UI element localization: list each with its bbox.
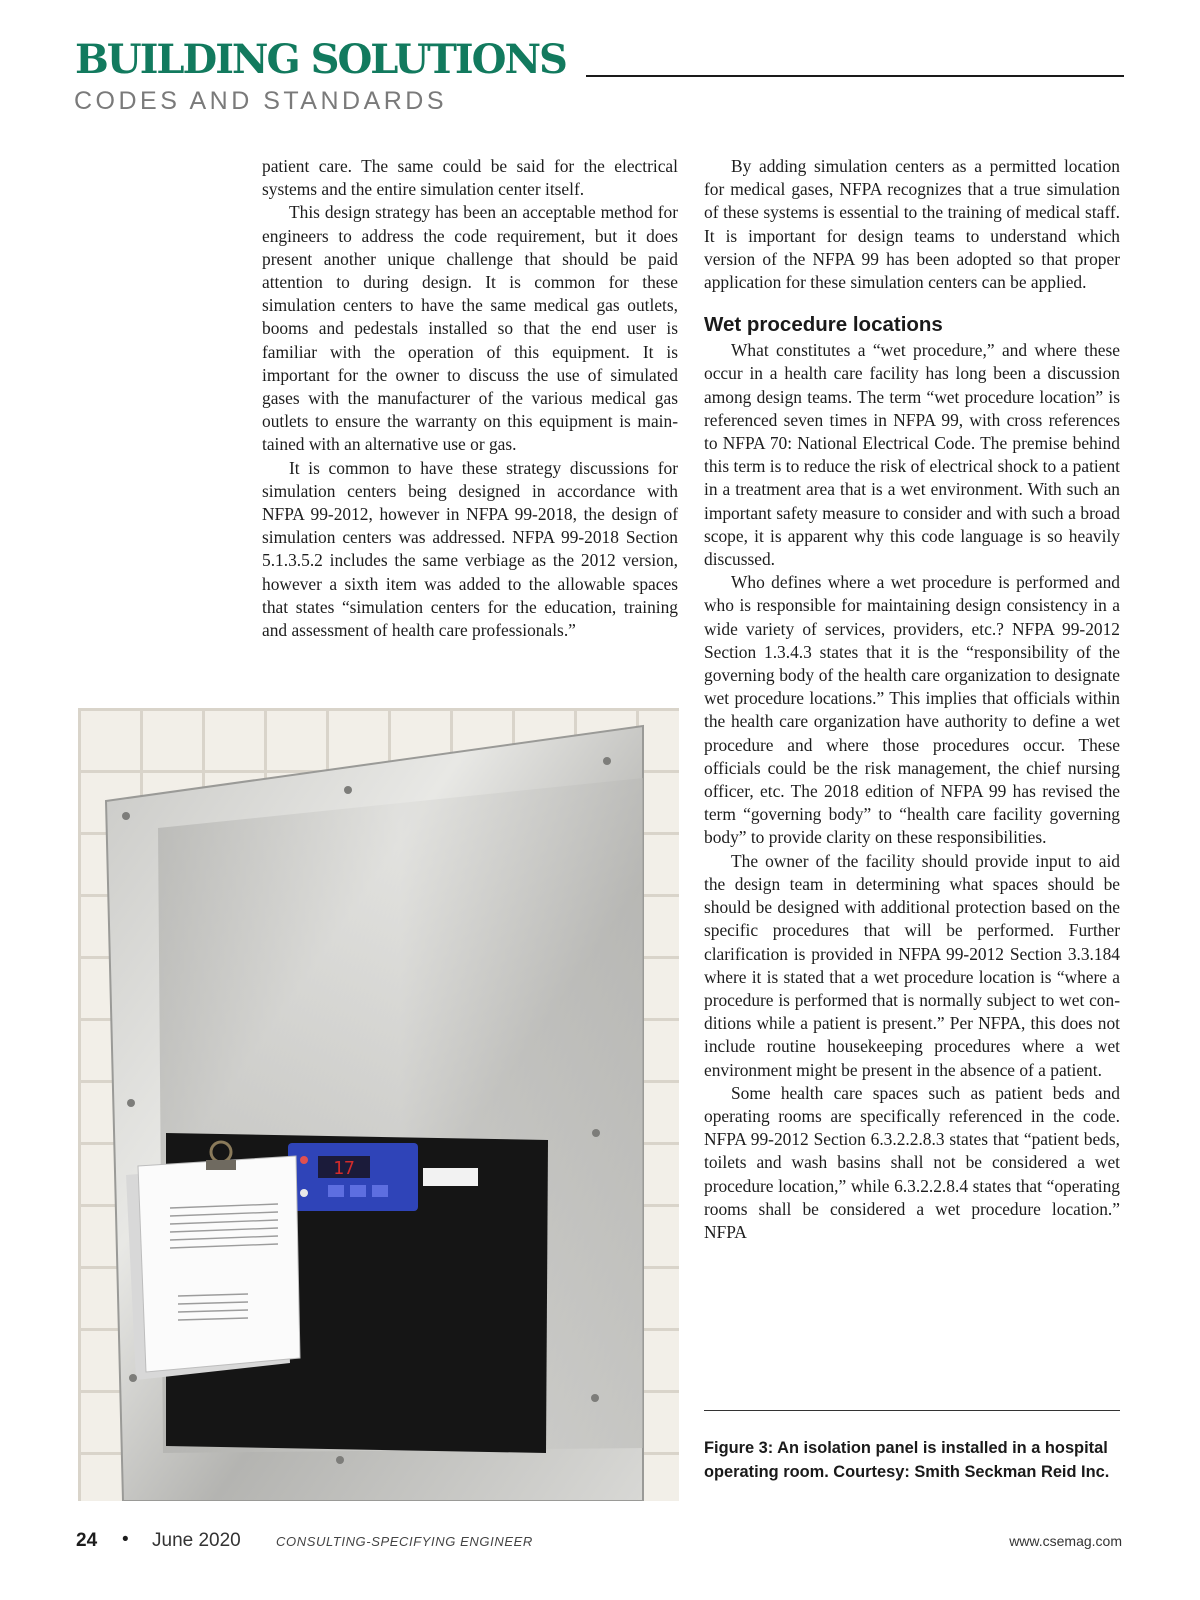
issue-date: June 2020	[152, 1530, 241, 1551]
website-url: www.csemag.com	[1009, 1533, 1122, 1549]
indicator-light	[300, 1156, 308, 1164]
body-paragraph: What constitutes a “wet procedure,” and where these occur in a health care facility has long been a discussion among design teams. The term “wet procedure location” is referenced seven times in NFPA 99, with cross references to NFPA 70: National Electrical Code. The premise behind this term is to reduce the risk of electrical shock to a patient in a treatment area that is a wet environment. With such an important safety measure to consider and with such a broad scope, it is apparent why this code language is so heavily discussed.	[704, 340, 1120, 570]
section-subtitle: CODES AND STANDARDS	[74, 87, 448, 115]
page-number: 24	[76, 1530, 98, 1551]
body-paragraph: The owner of the facility should provide input to aid the design team in determining what spaces should be should be designed with additional protection based on the specific procedures that will be performed. Further clarification is provided in NFPA 99-2012 Section 3.3.184 where it is stated that a wet procedure location is “where a procedure is performed that is normally subject to wet conditions while a patient is present.” Per NFPA, this does not include routine housekeeping procedures where a wet environment might be present in the absence of a patient.	[704, 850, 1120, 1080]
body-paragraph: This design strategy has been an acceptable method for engineers to address the code requirement, but it does present another unique challenge that should be paid attention to during design. It is common for these simulation centers to have the same medical gas outlets, booms and pedestals installed so that the end user is familiar with the operation of this equipment. It is important for the owner to discuss the use of simulated gases with the manufacturer of the various medical gas outlets to ensure the warranty on this equipment is maintained with an alternative use or gas.	[262, 202, 678, 455]
footer-bullet: •	[122, 1529, 129, 1550]
isolation-panel-photo	[78, 708, 679, 1501]
section-heading: Wet procedure locations	[704, 313, 943, 337]
monitor-button	[372, 1185, 388, 1197]
indicator-light	[300, 1189, 308, 1197]
magazine-name: CONSULTING-SPECIFYING ENGINEER	[276, 1534, 533, 1549]
document-sheets	[126, 1156, 300, 1380]
figure-caption: Figure 3: An isolation panel is installed in a hospital operating room. Courtesy: Smith Seckman Reid Inc.	[704, 1439, 1110, 1481]
body-paragraph: patient care. The same could be said for the electrical systems and the entire simulation center itself.	[262, 156, 678, 200]
article-column-right	[704, 155, 1120, 1244]
body-paragraph: It is common to have these strategy discussions for simulation centers being designed in accordance with NFPA 99-2012, however in NFPA 99-2018, the design of simulation centers was addressed. NFPA 99-2018 Section 5.1.3.5.2 includes the same verbiage as the 2012 version, however a sixth item was added to the allowable spaces that states “simulation centers for the education, training and assessment of health care professionals.”	[262, 457, 678, 641]
caption-rule	[704, 1410, 1120, 1411]
monitor-button	[350, 1185, 366, 1197]
body-paragraph: By adding simulation centers as a permitted location for medical gases, NFPA recognizes that a true simulation of these systems is essential to the training of medical staff. It is important for design teams to understand which version of the NFPA 99 has been adopted so that proper application for these simulation centers can be applied.	[704, 156, 1120, 293]
body-paragraph: Some health care spaces such as patient beds and operating rooms are specifically referenced in the code. NFPA 99-2012 Section 6.3.2.2.8.3 states that “patient beds, toilets and wash basins shall not be considered a wet procedure location,” while 6.3.2.2.8.4 states that “operating rooms shall be considered a wet procedure location.” NFPA	[704, 1082, 1120, 1242]
page-footer	[76, 1530, 1122, 1560]
article-column-left	[262, 155, 678, 642]
device-label-sticker	[423, 1168, 478, 1186]
monitor-button	[328, 1185, 344, 1197]
body-paragraph: Who defines where a wet procedure is performed and who is responsible for maintaining design consistency in a wide variety of services, providers, etc.? NFPA 99-2012 Section 1.3.4.3 states that it is the “responsibility of the governing body of the health care organization to designate wet procedure locations.” This implies that officials within the health care organization have authority to define a wet procedure and where those procedures occur. These officials could be the risk management, the chief nursing officer, etc. The 2018 edition of NFPA 99 has revised the term “governing body” to “health care facility governing body” to provide clarity on these responsibilities.	[704, 572, 1120, 848]
header-rule	[586, 75, 1124, 77]
monitor-readout: 17	[333, 1158, 355, 1179]
section-title: BUILDING SOLUTIONS	[75, 36, 566, 83]
